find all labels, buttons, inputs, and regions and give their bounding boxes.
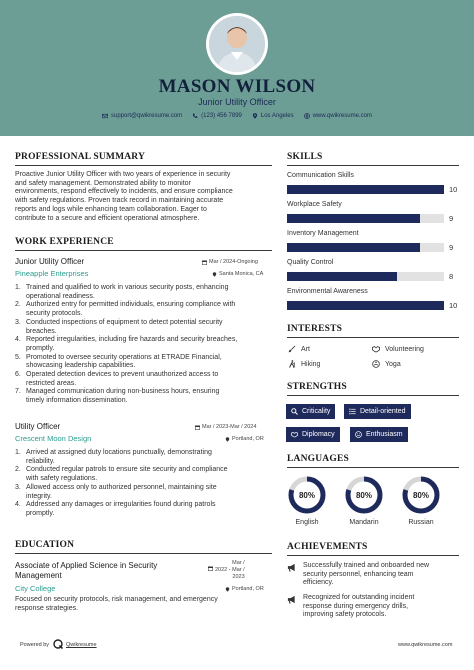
skill-level: 8: [449, 272, 454, 281]
job-dates: [195, 424, 256, 430]
education-dates: [208, 560, 245, 581]
interest-item: [288, 345, 310, 353]
job-dates-text: Mar / 2024-Ongoing: [209, 259, 258, 265]
duty-number: 4.: [15, 336, 21, 344]
duty-item: [15, 501, 273, 518]
magnifier-icon: [291, 408, 298, 415]
duty-text: Authorized entry for permitted individuals, ensuring compliance with: [26, 301, 236, 309]
duty-number: 4.: [15, 501, 21, 509]
education-divider: [15, 553, 272, 554]
language-percent: 80%: [355, 491, 373, 500]
duty-text: promptly.: [26, 344, 55, 352]
job-duties: [15, 449, 273, 519]
duty-text: promptly.: [26, 509, 55, 517]
language-name: Russian: [408, 519, 434, 526]
strength-label: Enthusiasm: [366, 431, 403, 438]
skill-name: Inventory Management: [287, 230, 359, 237]
job-duties: [15, 284, 273, 406]
education-dates-block: [215, 560, 245, 581]
degree-title: [15, 561, 205, 581]
duty-number: 2.: [15, 301, 21, 309]
duty-text: Reported irregularities, including fire hazards and security breaches,: [26, 336, 238, 344]
summary-divider: [15, 165, 272, 166]
language-ring: [287, 475, 327, 515]
job-title: Utility Officer: [15, 422, 61, 431]
interest-item: [288, 360, 320, 368]
job-dates-text: Mar / 2023-Mar / 2024: [202, 424, 257, 430]
education-date-line: 2022 - Mar /: [215, 567, 245, 573]
duty-number: 1.: [15, 449, 21, 456]
language-item: [342, 475, 386, 526]
duty-text: showcasing leadership capabilities.: [26, 362, 136, 370]
interest-label: Art: [301, 345, 310, 353]
page-footer: [0, 636, 474, 656]
skill-level: 9: [449, 243, 454, 252]
strength-tag: [286, 404, 335, 419]
company-name: Pineapple Enterprises: [15, 269, 89, 278]
skill-name: Quality Control: [287, 259, 334, 266]
mail-icon: [102, 113, 108, 119]
duty-text: operational readiness.: [26, 292, 95, 300]
degree-line: Management: [15, 571, 62, 580]
school-name: City College: [15, 584, 56, 593]
globe-icon: [304, 113, 310, 119]
achievement-line: Successfully trained and onboarded new: [303, 562, 430, 569]
smile-icon: [355, 431, 362, 438]
duty-number: 3.: [15, 483, 21, 491]
duty-number: 1.: [15, 284, 21, 291]
job-dates: [202, 259, 258, 265]
duty-text: Promoted to oversee security operations at ETRADE Financial,: [26, 353, 222, 361]
duty-item: [15, 301, 273, 318]
candidate-title: Junior Utility Officer: [198, 97, 276, 107]
duty-item: [15, 284, 273, 301]
resume-header: [0, 0, 474, 136]
achievements-heading: ACHIEVEMENTS: [287, 542, 368, 552]
skill-bar-fill: [287, 185, 444, 194]
summary-line: contribute to a secure and efficient operational atmosphere.: [15, 214, 200, 222]
candidate-name: MASON WILSON: [158, 76, 316, 97]
skill-bar-track: [287, 185, 444, 194]
summary-heading: PROFESSIONAL SUMMARY: [15, 152, 146, 162]
education-desc-line: Focused on security protocols, risk management, and emergency: [15, 596, 218, 603]
contact-location: [252, 113, 294, 119]
job-location: [225, 436, 264, 442]
language-ring: [344, 475, 384, 515]
strengths-divider: [287, 395, 459, 396]
languages-heading: LANGUAGES: [287, 454, 349, 464]
megaphone-icon: [287, 595, 296, 604]
skill-bar-track: [287, 214, 444, 223]
yoga-icon: [372, 360, 380, 368]
duty-text: breaches.: [26, 327, 57, 335]
skill-level: 9: [449, 214, 454, 223]
skill-bar-track: [287, 272, 444, 281]
hiking-icon: [288, 360, 296, 368]
education-location-text: Portland, OR: [232, 586, 264, 592]
education-location: [225, 586, 264, 592]
location-pin-icon: [225, 437, 230, 442]
job-location: [212, 271, 263, 277]
person-portrait-icon: [209, 16, 265, 72]
handshake-icon: [291, 431, 298, 438]
handshake-icon: [372, 345, 380, 353]
paintbrush-icon: [288, 345, 296, 353]
summary-line: with safety regulations. Proven track record in maintaining accurate: [15, 197, 224, 205]
skill-name: Environmental Awareness: [287, 288, 368, 295]
job-title: Junior Utility Officer: [15, 257, 85, 266]
interest-item: [372, 345, 424, 353]
skill-name: Communication Skills: [287, 172, 354, 179]
summary-text: [15, 171, 273, 223]
strength-tag: [286, 427, 340, 442]
strength-tag: [350, 427, 408, 442]
skill-bar-fill: [287, 214, 420, 223]
language-item: [285, 475, 329, 526]
summary-line: and safety management. Demonstrated ability to monitor: [15, 179, 191, 187]
contact-website-text: www.qwikresume.com: [312, 113, 372, 119]
qwikresume-logo-icon: [53, 639, 63, 649]
duty-text: restricted areas.: [26, 379, 77, 387]
contact-phone[interactable]: [192, 113, 242, 119]
strength-label: Detail-oriented: [360, 408, 406, 415]
duty-text: Conducted regular patrols to ensure site security and compliance: [26, 466, 228, 474]
contact-email-text: support@qwikresume.com: [111, 113, 183, 119]
duty-text: Addressed any damages or irregularities found during patrols: [26, 501, 216, 509]
company-name: Crescent Moon Design: [15, 434, 92, 443]
interests-divider: [287, 337, 459, 338]
language-percent: 80%: [412, 491, 430, 500]
interests-heading: INTERESTS: [287, 324, 343, 334]
calendar-icon: [202, 260, 207, 265]
duty-text: Conducted inspections of equipment to detect potential security: [26, 318, 223, 326]
contact-email[interactable]: [102, 113, 182, 119]
interest-label: Volunteering: [385, 345, 424, 353]
megaphone-icon: [287, 563, 296, 572]
achievement-line: response during emergency drills,: [303, 602, 409, 610]
languages-divider: [287, 467, 459, 468]
skill-bar-fill: [287, 301, 444, 310]
location-pin-icon: [252, 113, 258, 119]
skills-heading: SKILLS: [287, 152, 323, 162]
skill-name: Workplace Safety: [287, 201, 342, 208]
interest-label: Hiking: [301, 360, 321, 368]
job-location-text: Santa Monica, CA: [219, 271, 264, 277]
skill-bar-fill: [287, 272, 397, 281]
education-desc-line: response strategies.: [15, 604, 79, 612]
achievements-divider: [287, 555, 459, 556]
achievement-line: improving safety protocols.: [303, 611, 387, 619]
duty-text: with safety regulations.: [26, 475, 98, 483]
duty-number: 6.: [15, 371, 21, 379]
education-description: [15, 596, 273, 613]
skill-bar-track: [287, 301, 444, 310]
duty-item: [15, 449, 273, 466]
language-item: [399, 475, 443, 526]
experience-divider: [15, 250, 272, 251]
duty-item: [15, 336, 273, 353]
strength-label: Criticality: [302, 408, 331, 415]
education-date-line: Mar /: [232, 560, 245, 566]
strengths-heading: STRENGTHS: [287, 382, 347, 392]
duty-text: Operated detection devices to prevent unauthorized access to: [26, 371, 219, 379]
duty-item: [15, 354, 273, 371]
duty-item: [15, 388, 273, 405]
achievement-line: efficiency.: [303, 579, 334, 587]
duty-item: [15, 319, 273, 336]
contact-location-text: Los Angeles: [260, 113, 294, 119]
strength-label: Diplomacy: [302, 431, 335, 438]
powered-by-label: Powered by: [20, 642, 50, 648]
achievement-item: [287, 562, 462, 588]
duty-text: timely information dissemination.: [26, 397, 128, 405]
footer-website[interactable]: www.qwikresume.com: [398, 642, 453, 648]
duty-text: integrity.: [26, 492, 52, 500]
brand-link[interactable]: Qwikresume: [66, 642, 97, 648]
duty-text: Allowed access only to authorized personnel, maintaining site: [26, 483, 217, 491]
interest-label: Yoga: [385, 360, 401, 368]
skill-bar-track: [287, 243, 444, 252]
achievement-item: [287, 594, 462, 620]
phone-icon: [192, 113, 198, 119]
summary-line: reports and logs while enhancing team collaboration. Eager to: [15, 205, 207, 213]
location-pin-icon: [225, 587, 230, 592]
duty-number: 3.: [15, 318, 21, 326]
strength-tag: [344, 404, 411, 419]
duty-number: 2.: [15, 466, 21, 474]
profile-photo: [209, 16, 265, 72]
skills-divider: [287, 165, 459, 166]
duty-text: Arrived at assigned duty locations punctually, demonstrating: [26, 449, 212, 456]
summary-line: environments, respond effectively to incidents, and ensure compliance: [15, 188, 233, 196]
list-icon: [349, 408, 356, 415]
duty-text: security protocols.: [26, 310, 83, 318]
summary-line: Proactive Junior Utility Officer with two years of experience in security: [15, 171, 231, 178]
profile-photo-frame: [206, 13, 268, 75]
calendar-icon: [195, 425, 200, 430]
education-heading: EDUCATION: [15, 540, 75, 550]
skill-level: 10: [449, 185, 458, 194]
duty-number: 7.: [15, 388, 21, 396]
achievement-line: security personnel, enhancing team: [303, 570, 414, 578]
duty-number: 5.: [15, 353, 21, 361]
contact-phone-text: (123) 456 7899: [201, 113, 242, 119]
education-date-line: 2023: [232, 574, 245, 580]
duty-text: reliability.: [26, 457, 55, 465]
experience-heading: WORK EXPERIENCE: [15, 237, 114, 247]
duty-item: [15, 371, 273, 388]
language-name: English: [295, 519, 319, 526]
interest-item: [372, 360, 401, 368]
contact-website[interactable]: [304, 113, 372, 119]
calendar-icon: [208, 566, 213, 571]
skill-bar-fill: [287, 243, 420, 252]
job-location-text: Portland, OR: [232, 436, 264, 442]
language-ring: [401, 475, 441, 515]
duty-text: Trained and qualified to work in various security posts, enhancing: [26, 284, 229, 291]
skill-level: 10: [449, 301, 458, 310]
duty-text: Managed communication during non-business hours, ensuring: [26, 388, 220, 396]
contact-row: [0, 113, 474, 119]
achievement-line: Recognized for outstanding incident: [303, 594, 415, 601]
language-name: Mandarin: [349, 519, 379, 526]
duty-item: [15, 484, 273, 501]
language-percent: 80%: [298, 491, 316, 500]
degree-line: Associate of Applied Science in Security: [15, 561, 158, 570]
duty-item: [15, 466, 273, 483]
location-pin-icon: [212, 272, 217, 277]
